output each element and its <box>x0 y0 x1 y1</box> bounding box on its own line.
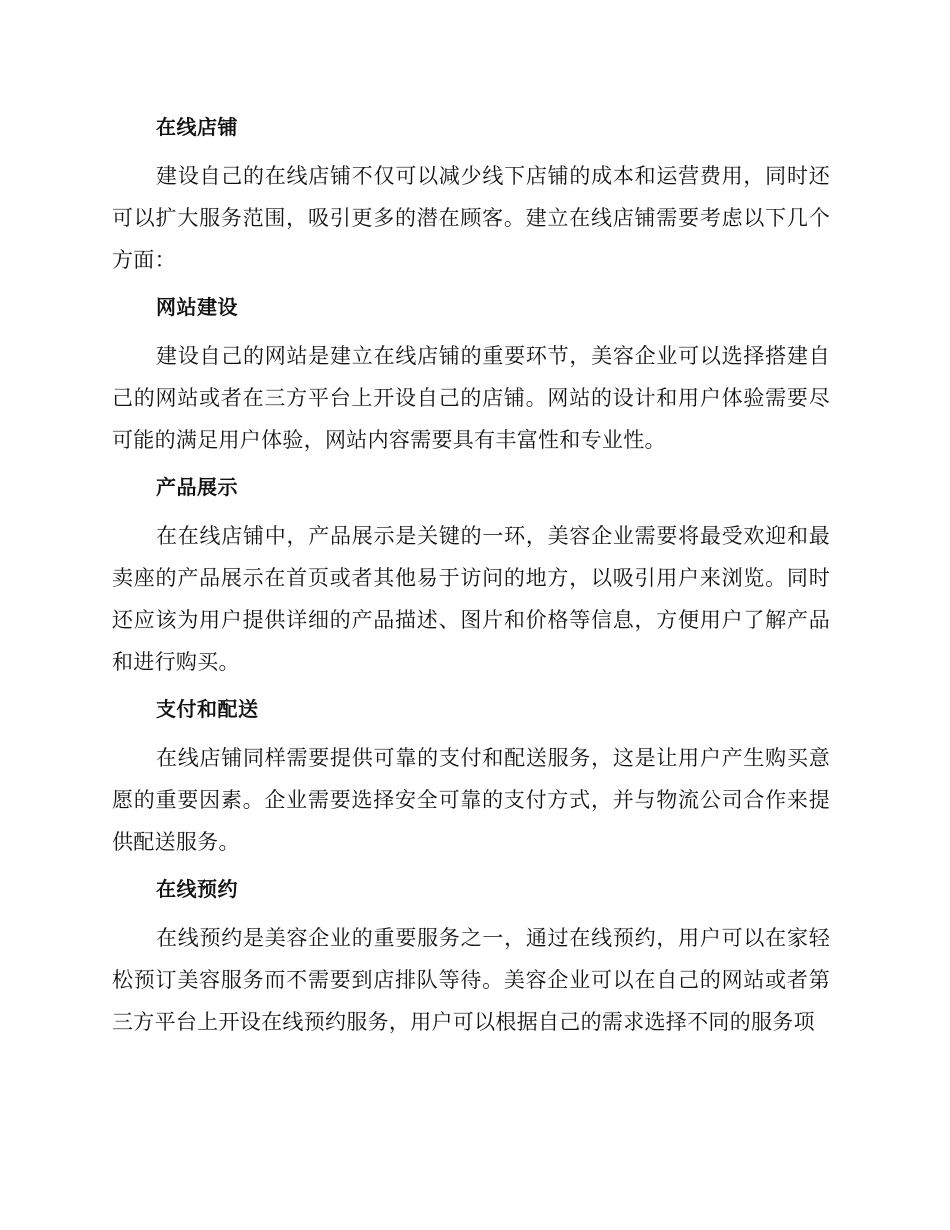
section-paragraph-website-building: 建设自己的网站是建立在线店铺的重要环节，美容企业可以选择搭建自己的网站或者在三方平台上开设自己的店铺。网站的设计和用户体验需要尽可能的满足用户体验，网站内容需要具有丰富性和专业性。 <box>112 344 830 452</box>
section-heading-product-display: 产品展示 <box>156 475 238 499</box>
document-body <box>112 110 830 1043</box>
section-paragraph-payment-delivery: 在线店铺同样需要提供可靠的支付和配送服务，这是让用户产生购买意愿的重要因素。企业需要选择安全可靠的支付方式，并与物流公司合作来提供配送服务。 <box>112 746 830 854</box>
section-paragraph-online-booking: 在线预约是美容企业的重要服务之一，通过在线预约，用户可以在家轻松预订美容服务而不需要到店排队等待。美容企业可以在自己的网站或者第三方平台上开设在线预约服务，用户可以根据自己的需求选择不同的服务项 <box>112 926 830 1034</box>
section-heading-website-building: 网站建设 <box>156 295 238 319</box>
section-heading-online-store: 在线店铺 <box>156 115 238 139</box>
section-heading-payment-delivery: 支付和配送 <box>156 697 259 721</box>
section-paragraph-online-store: 建设自己的在线店铺不仅可以减少线下店铺的成本和运营费用，同时还可以扩大服务范围，吸引更多的潜在顾客。建立在线店铺需要考虑以下几个方面： <box>112 164 830 272</box>
section-heading-online-booking: 在线预约 <box>156 877 238 901</box>
section-paragraph-product-display: 在在线店铺中，产品展示是关键的一环，美容企业需要将最受欢迎和最卖座的产品展示在首页或者其他易于访问的地方，以吸引用户来浏览。同时还应该为用户提供详细的产品描述、图片和价格等信息，方便用户了解产品和进行购买。 <box>112 524 830 674</box>
